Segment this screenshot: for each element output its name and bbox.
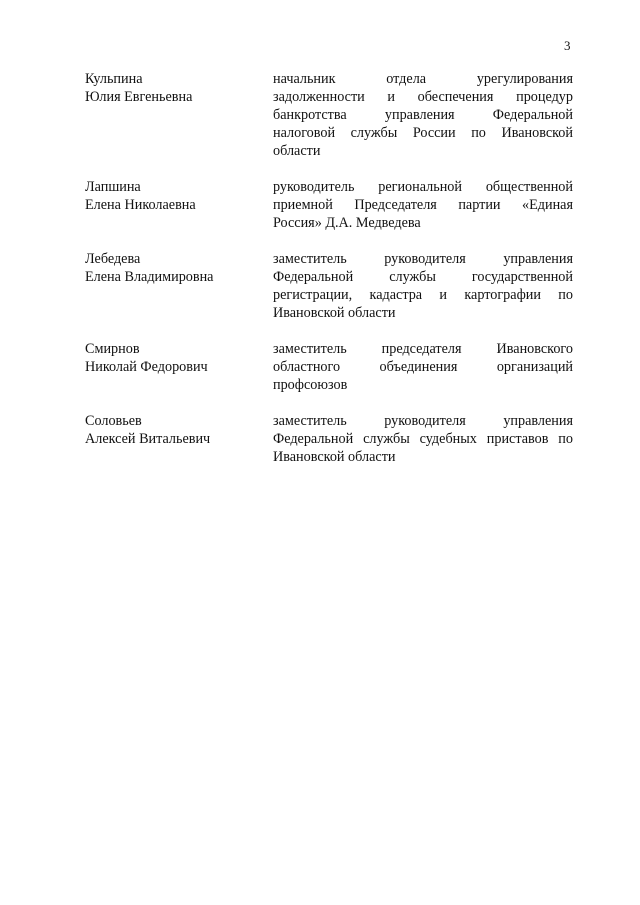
role-line: руководитель региональной общественной	[273, 179, 573, 195]
member-surname: Кульпина	[85, 71, 143, 87]
member-entry	[85, 250, 573, 322]
member-role	[273, 340, 573, 394]
role-line: профсоюзов	[273, 377, 348, 393]
role-line: банкротства управления Федеральной	[273, 107, 573, 123]
member-given-names: Елена Николаевна	[85, 197, 196, 213]
member-name	[85, 70, 273, 106]
member-surname: Лебедева	[85, 251, 141, 267]
role-line: задолженности и обеспечения процедур	[273, 89, 573, 105]
member-given-names: Елена Владимировна	[85, 269, 214, 285]
member-surname: Соловьев	[85, 413, 142, 429]
member-name	[85, 178, 273, 214]
page-number: 3	[564, 38, 571, 53]
member-given-names: Николай Федорович	[85, 359, 208, 375]
role-line: Ивановской области	[273, 449, 396, 465]
member-name	[85, 250, 273, 286]
member-name	[85, 412, 273, 448]
role-line: Федеральной службы судебных приставов по	[273, 431, 573, 447]
member-entry	[85, 70, 573, 160]
role-line: приемной Председателя партии «Единая	[273, 197, 573, 213]
member-surname: Лапшина	[85, 179, 141, 195]
member-given-names: Алексей Витальевич	[85, 431, 211, 447]
member-role	[273, 178, 573, 232]
role-line: заместитель председателя Ивановского	[273, 341, 573, 357]
role-line: Россия» Д.А. Медведева	[273, 215, 421, 231]
role-line: заместитель руководителя управления	[273, 413, 573, 429]
role-line: регистрации, кадастра и картографии по	[273, 287, 573, 303]
role-line: начальник отдела урегулирования	[273, 71, 573, 87]
member-entry	[85, 340, 573, 394]
member-name	[85, 340, 273, 376]
member-role	[273, 250, 573, 322]
member-entry	[85, 412, 573, 466]
role-line: Федеральной службы государственной	[273, 269, 573, 285]
member-entry	[85, 178, 573, 232]
role-line: налоговой службы России по Ивановской	[273, 125, 573, 141]
role-line: заместитель руководителя управления	[273, 251, 573, 267]
role-line: области	[273, 143, 321, 159]
member-surname: Смирнов	[85, 341, 140, 357]
member-role	[273, 412, 573, 466]
member-role	[273, 70, 573, 160]
member-list	[85, 70, 573, 466]
role-line: Ивановской области	[273, 305, 396, 321]
role-line: областного объединения организаций	[273, 359, 573, 375]
member-given-names: Юлия Евгеньевна	[85, 89, 193, 105]
